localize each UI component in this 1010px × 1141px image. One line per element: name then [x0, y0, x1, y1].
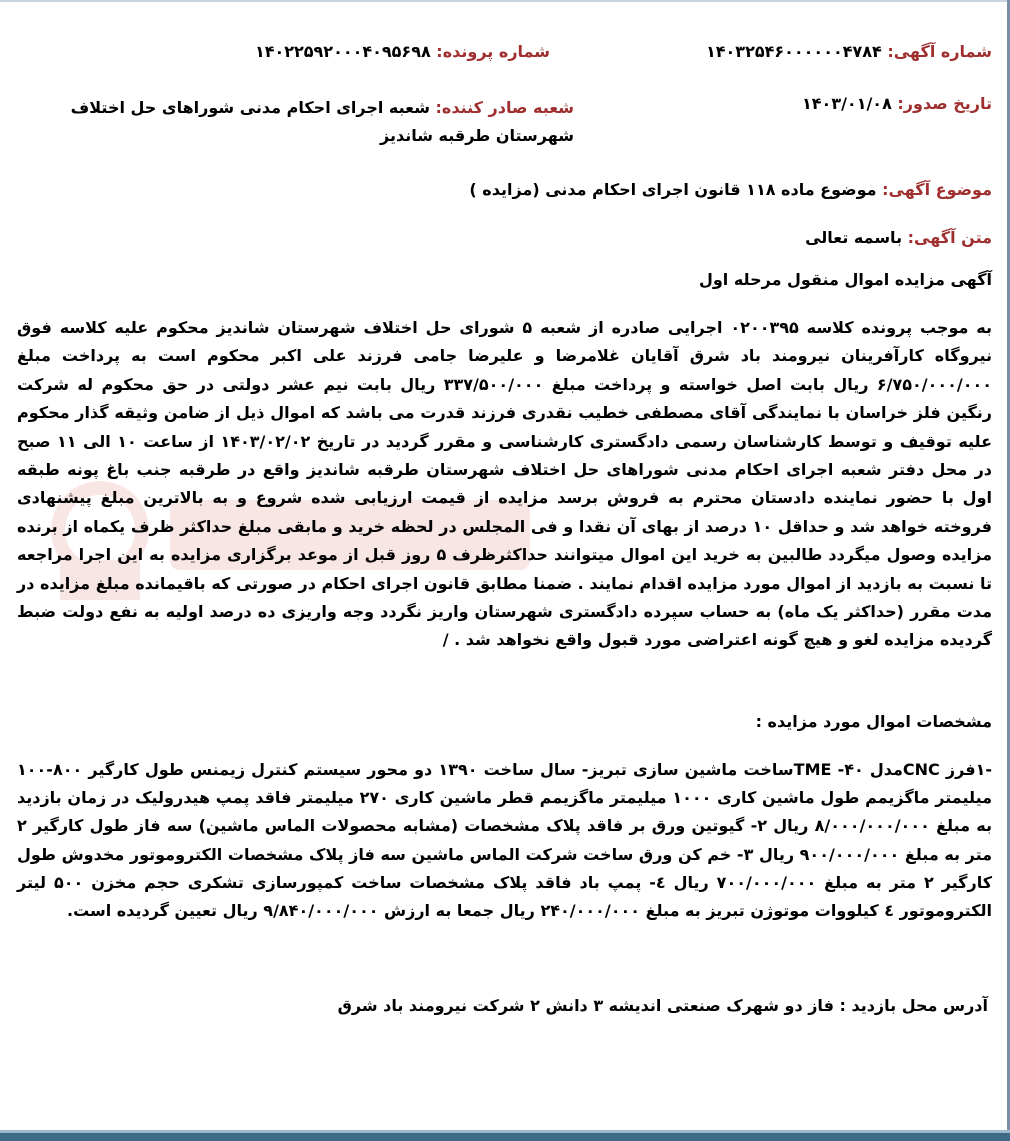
issue-date-row — [802, 94, 992, 113]
issuer-row — [54, 94, 574, 150]
body-label: متن آگهی: — [907, 228, 992, 247]
body-paragraph: به موجب پرونده کلاسه ۰۲۰۰۳۹۵ اجرایی صادره از شعبه ۵ شورای حل اختلاف شهرستان شاندیز محکوم علیه کلاسه فوق نیروگاه کارآفرینان نیرومند باد شرق آقایان غلامرضا و علیرضا جامی فرزند علی اکبر محکوم است به پرداخت مبلغ ۶/۷۵۰/۰۰۰/۰۰۰ ریال بابت اصل خواسته و پرداخت مبلغ ۳۳۷/۵۰۰/۰۰۰ ریال بابت نیم عشر دولتی در حق محکوم له شرکت رنگین فلز خراسان با نمایندگی آقای مصطفی خطیب نقدری فرزند قدرت می باشد که اموال ذیل از ضامن وثیقه گذار محکوم علیه توقیف و توسط کارشناسان رسمی دادگستری کارشناسی و مقرر گردید در تاریخ ۱۴۰۳/۰۲/۰۲ از ساعت ۱۰ الی ۱۱ صبح در محل دفتر شعبه اجرای احکام مدنی شوراهای حل اختلاف شهرستان طرقبه شاندیز واقع در طرقبه جنب باغ پونه طبقه اول با حضور نماینده دادستان محترم به فروش برسد مزایده از قیمت ارزیابی شده شروع و به بالاترین مبلغ پیشنهادی فروخته خواهد شد و حداقل ۱۰ درصد از بهای آن نقدا و فی المجلس در لحظه خرید و مابقی مبلغ حداکثر ظرف یکماه از برنده مزایده وصول میگردد طالبین به خرید این اموال میتوانند حداکثرظرف ۵ روز قبل از موعد برگزاری مزایده به این اجرا مراجعه تا نسبت به بازدید از اموال مورد مزایده اقدام نمایند . ضمنا مطابق قانون اجرای احکام در صورتی که باقیمانده مبلغ مزایده در مدت مقرر (حداکثر یک ماه) به حساب سپرده دادگستری شهرستان واریز نگردد وجه واریزی ده درصد اولیه به نفع دولت ضبط گردیده مزایده لغو و هیچ گونه اعتراضی مورد قبول واقع نخواهد شد . / — [17, 318, 993, 650]
file-number-label: شماره پرونده: — [436, 42, 550, 61]
subject-value: موضوع ماده ۱۱۸ قانون اجرای احکام مدنی (مزایده ) — [469, 180, 877, 199]
body-label-row — [805, 228, 992, 247]
notice-number-label: شماره آگهی: — [887, 42, 992, 61]
issue-date-value: ۱۴۰۳/۰۱/۰۸ — [802, 94, 892, 113]
body-opening: باسمه تعالی — [805, 228, 903, 247]
subject-label: موضوع آگهی: — [882, 180, 992, 199]
specs-paragraph: -۱فرز CNCمدل ۴۰- TMEساخت ماشین سازی تبریز- سال ساخت ۱۳۹۰ دو محور سیستم کنترل زیمنس طول کارگیر ۸۰۰-۱۰۰ میلیمتر ماگزیمم طول ماشین کاری ۱۰۰۰ میلیمتر ماگزیمم قطر ماشین کاری ۲۷۰ میلیمتر فاقد پمپ هیدرولیک در زمان بازدید به مبلغ ۸/۰۰۰/۰۰۰/۰۰۰ ریال ۲- گیوتین ورق بر فاقد پلاک مشخصات (مشابه محصولات الماس ماشین) سه فاز طول کارگیر ۲ متر به مبلغ ۹۰۰/۰۰۰/۰۰۰ ریال ۳- خم کن ورق ساخت شرکت الماس ماشین سه فاز پلاک مشخصات الکتروموتور مخدوش طول کارگیر ۲ متر به مبلغ ۷۰۰/۰۰۰/۰۰۰ ریال ٤- پمپ باد فاقد پلاک مشخصات ساخت کمپورسازی تشکری حجم مخزن ۵۰۰ لیتر الکتروموتور ٤ کیلووات موتوژن تبریز به مبلغ ۲۴۰/۰۰۰/۰۰۰ ریال جمعا به ارزش ۹/۸۴۰/۰۰۰/۰۰۰ ریال تعیین گردیده است. — [17, 760, 993, 921]
address-row — [338, 996, 988, 1015]
address-label: آدرس محل بازدید : — [839, 996, 988, 1015]
file-number-row — [255, 42, 550, 61]
specs-heading: مشخصات اموال مورد مزایده : — [755, 712, 992, 731]
issuer-label: شعبه صادر کننده: — [435, 98, 574, 117]
file-number-value: ۱۴۰۲۲۵۹۲۰۰۰۴۰۹۵۶۹۸ — [254, 42, 431, 61]
issuer-value: شعبه اجرای احکام مدنی شوراهای حل اختلاف شهرستان طرقبه شاندیز — [70, 98, 574, 145]
window-top-edge — [0, 0, 1010, 2]
address-value: فاز دو شهرک صنعتی اندیشه ۳ دانش ۲ شرکت نیرومند باد شرق — [337, 996, 834, 1015]
issue-date-label: تاریخ صدور: — [897, 94, 992, 113]
notice-number-row — [706, 42, 992, 61]
notice-number-value: ۱۴۰۳۲۵۴۶۰۰۰۰۰۰۴۷۸۴ — [706, 42, 882, 61]
bottom-bar-highlight — [0, 1130, 1010, 1133]
subject-row — [469, 180, 992, 199]
announcement-title: آگهی مزایده اموال منقول مرحله اول — [698, 270, 992, 289]
window-bottom-bar — [0, 1130, 1010, 1141]
